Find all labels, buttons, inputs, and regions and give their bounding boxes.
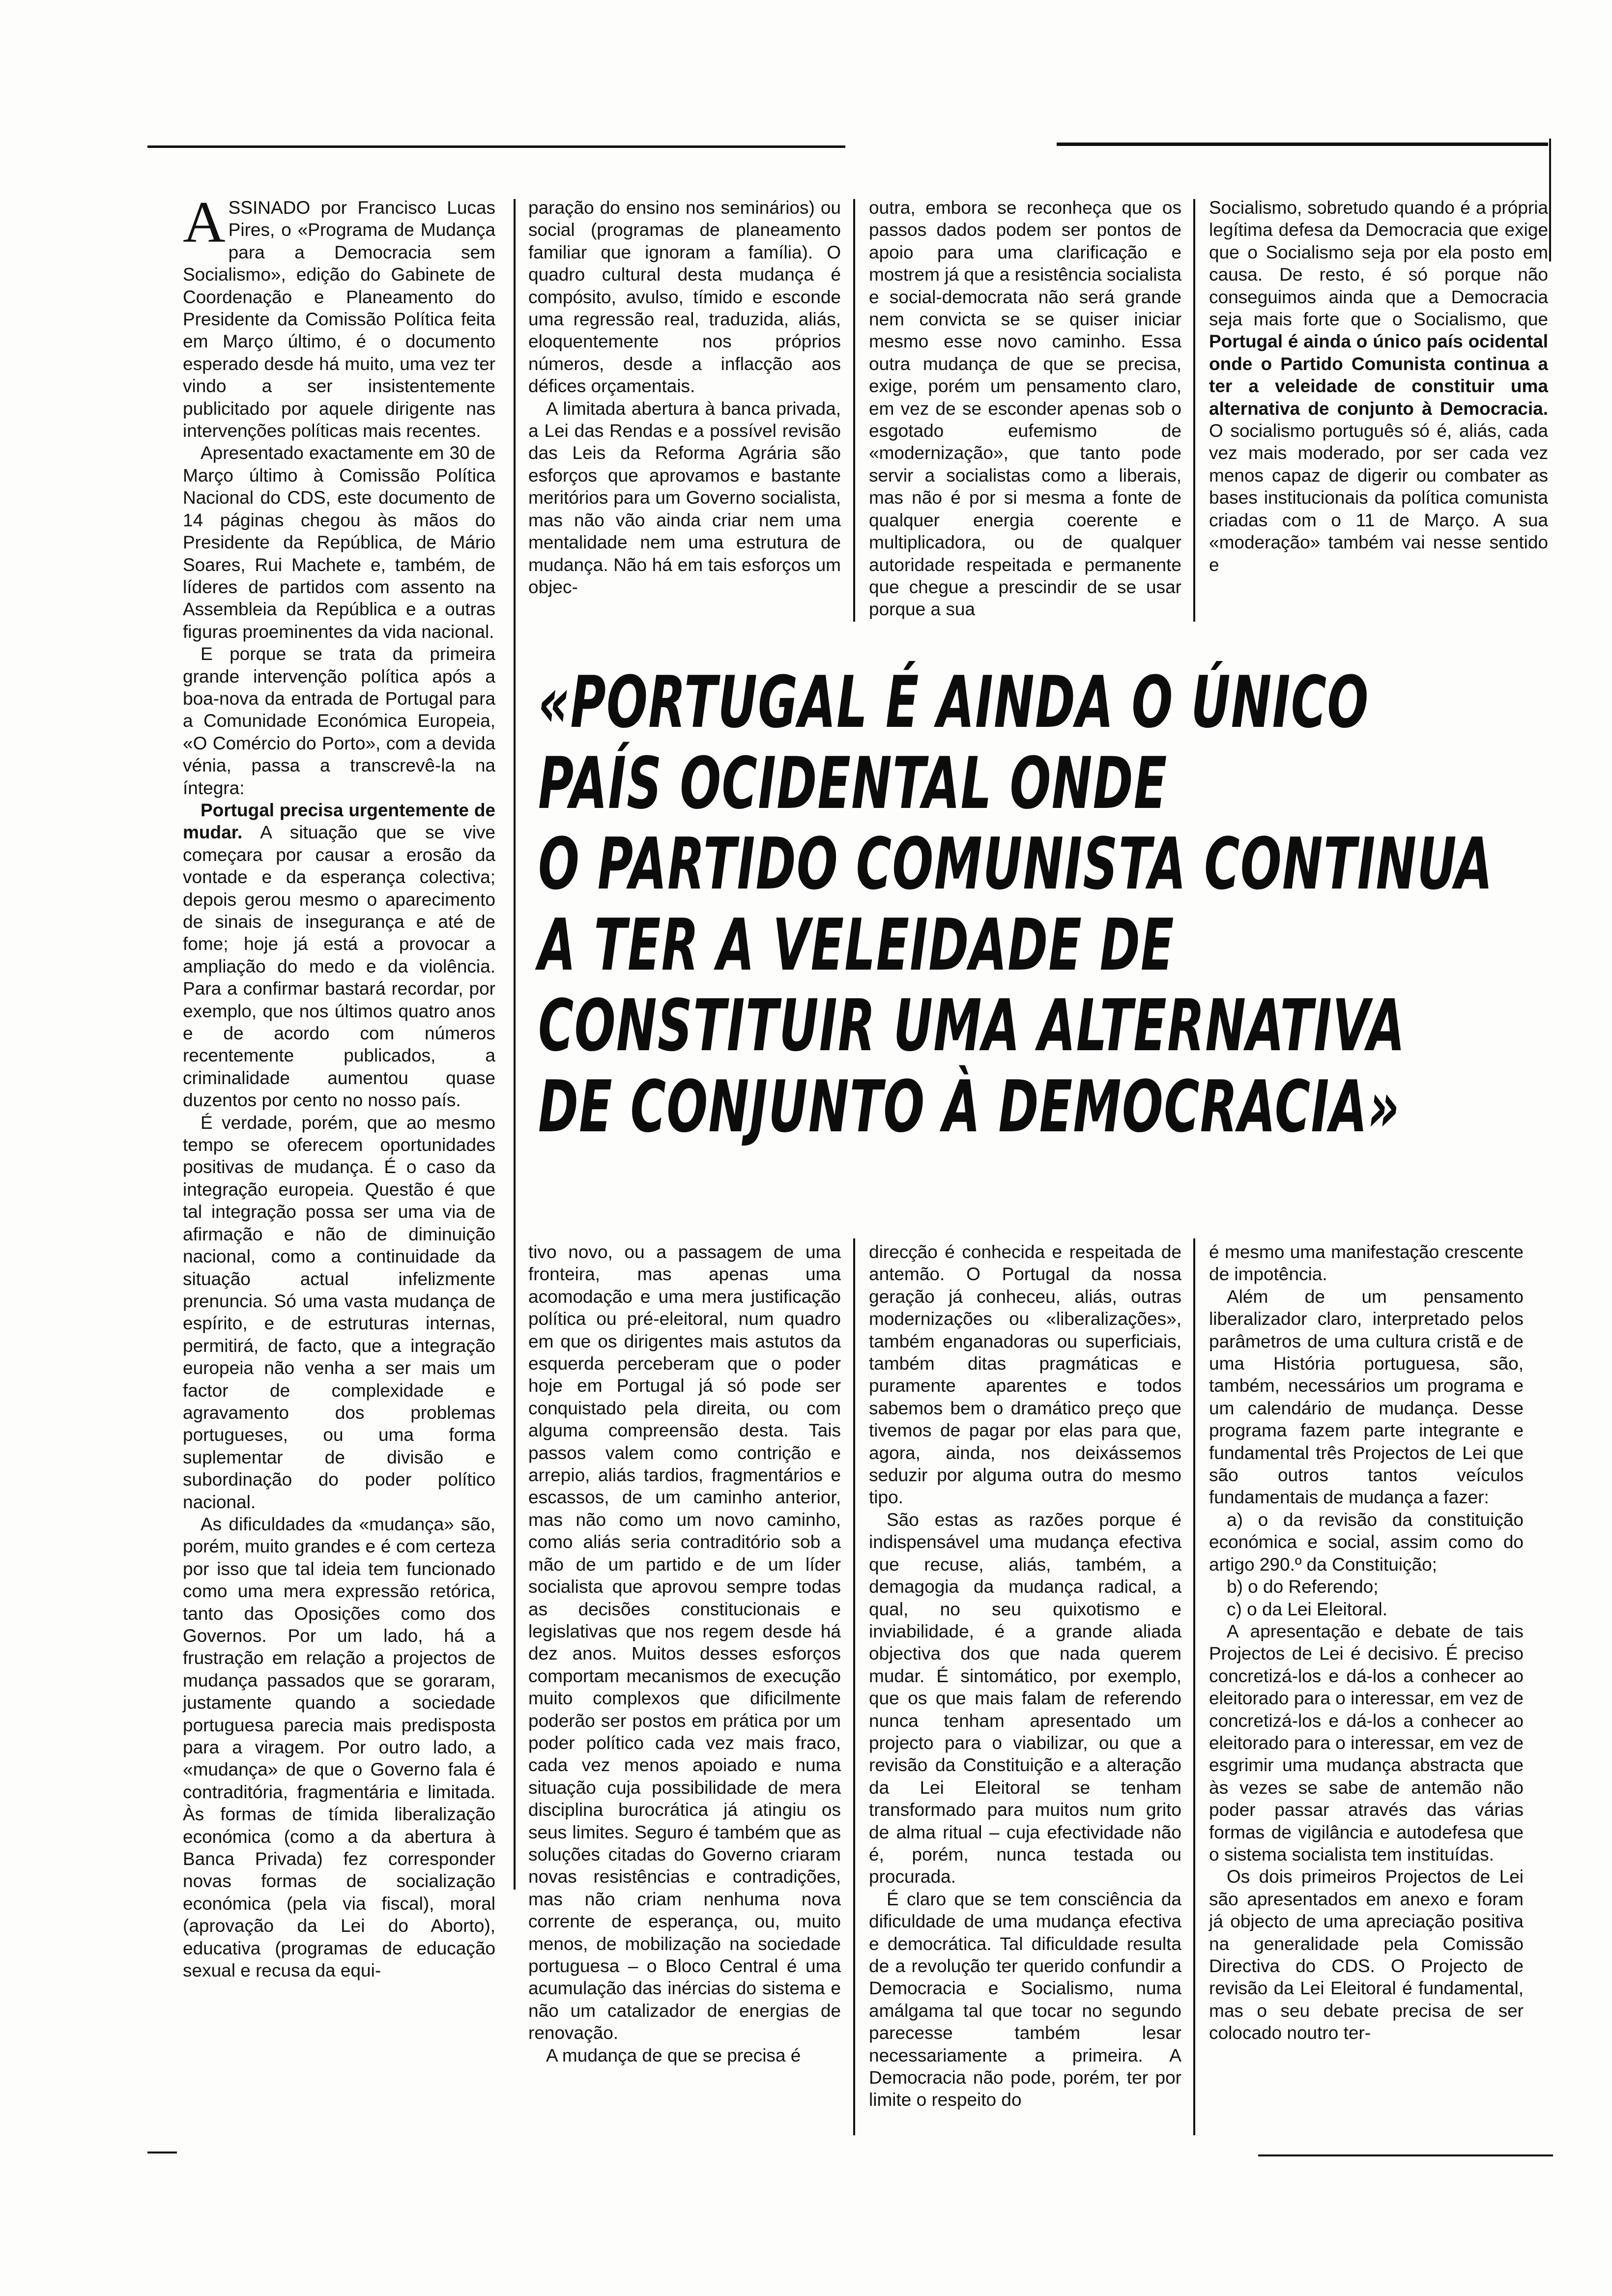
bold-lead-phrase: Portugal precisa urgentemente de mudar. xyxy=(183,800,495,843)
article-paragraph: tivo novo, ou a passagem de uma fronteira, mas apenas uma acomodação e uma mera justificação política ou pré-eleitoral, num quadro em que os dirigentes mais astutos da esquerda perceberam que o poder hoje em Portugal já só pode ser conquistado pela direita, ou com alguma compreensão desta. Tais passos valem como contrição e arrepio, aliás tardios, fragmentários e escassos, de um caminho anterior, mas não como um novo caminho, como aliás seria contraditório sob a mão de um partido e de um líder socialista que aprovou sempre todas as decisões constitucionais e legislativas que nos regem desde há dez anos. Muitos desses esforços comportam mecanismos de execução muito complexos que dificilmente poderão ser postos em prática por um poder político cada vez mais fraco, cada vez menos apoiado e numa situação cuja possibilidade de mera disciplina burocrática já atingiu os seus limites. Seguro é também que as soluções citadas do Governo criaram novas resistências e contradições, mas não criam nenhuma nova corrente de esperança, ou, muito menos, de mobilização na sociedade portuguesa – o Bloco Central é uma acumulação das inércias do sistema e não um catalizador de energias de renovação. xyxy=(528,1242,841,2043)
headline-line: A TER A VELEIDADE DE xyxy=(538,903,1175,987)
article-column-3-bottom xyxy=(869,1241,1181,2111)
article-column-4-bottom xyxy=(1209,1241,1524,2044)
column-divider xyxy=(514,199,516,1890)
article-column-2-top xyxy=(528,197,841,598)
list-item: a) o da revisão da constituição económica e social, assim como do artigo 290.º da Constituição; xyxy=(1209,1509,1524,1575)
list-item: c) o da Lei Eleitoral. xyxy=(1227,1599,1388,1619)
article-paragraph: São estas as razões porque é indispensável uma mudança efectiva que recuse, aliás, também, a demagogia da mudança radical, a qual, no seu quixotismo e inviabilidade, é a grande aliada objectiva dos que nada querem mudar. É sintomático, por exemplo, que os que mais falam de referendo nunca tenham apresentado um projecto para o viabilizar, ou que a revisão da Constituição e a alteração da Lei Eleitoral se tenham transformado para muitos num grito de alma ritual – cuja efectividade não é, porém, nunca testada ou procurada. xyxy=(869,1509,1181,1887)
article-paragraph: outra, embora se reconheça que os passos dados podem ser pontos de apoio para uma clarificação e mostrem já que a resistência socialista e social-democrata não será grande nem convicta se se quiser iniciar mesmo esse novo caminho. Essa outra mudança de que se precisa, exige, porém um pensamento claro, em vez de se esconder apenas sob o esgotado eufemismo de «modernização», que tanto pode servir a socialistas como a liberais, mas não é por si mesma a fonte de qualquer energia coerente e multiplicadora, ou de qualquer autoridade respeitada e permanente que chegue a prescindir de se usar porque a sua xyxy=(869,198,1181,620)
article-paragraph: Portugal precisa urgentemente de mudar. A situação que se vive começara por causar a erosão da vontade e da esperança colectiva; depois gerou mesmo o aparecimento de sinais de insegurança e até de fome; hoje já está a provocar a ampliação do medo e da violência. Para a confirmar bastará recordar, por exemplo, que nos últimos quatro anos e de acordo com números recentemente publicados, a criminalidade aumentou quase duzentos por cento no nosso país. xyxy=(183,800,495,1111)
top-rule-left xyxy=(147,145,845,148)
bottom-rule-left xyxy=(147,2152,177,2153)
article-column-4-top xyxy=(1209,197,1548,576)
bold-quote-phrase: Portugal é ainda o único país ocidental onde o Partido Comunista continua a ter a veleidade de constituir uma alternativa de conjunto à Democracia. xyxy=(1209,331,1548,419)
bottom-rule-right xyxy=(1258,2154,1553,2156)
article-column-3-top xyxy=(869,197,1181,621)
article-paragraph: É verdade, porém, que ao mesmo tempo se oferecem oportunidades positivas de mudança. É o caso da integração europeia. Questão é que tal integração possa ser uma via de afirmação e não de diminuição nacional, como a continuidade da situação actual infelizmente prenuncia. Só uma vasta mudança de espírito, e de estruturas internas, permitirá, de facto, que a integração europeia não venha a ser mais um factor de complexidade e agravamento dos problemas portugueses, ou uma forma suplementar de divisão e subordinação do poder político nacional. xyxy=(183,1112,495,1512)
article-paragraph: E porque se trata da primeira grande intervenção política após a boa-nova da entrada de Portugal para a Comunidade Económica Europeia, «O Comércio do Porto», com a devida vénia, passa a transcrevê-la na íntegra: xyxy=(183,644,495,798)
article-paragraph: Apresentado exactamente em 30 de Março último à Comissão Política Nacional do CDS, este documento de 14 páginas chegou às mãos do Presidente da República, de Mário Soares, Rui Machete e, também, de líderes de partidos com assento na Assembleia da República e a outras figuras proeminentes da vida nacional. xyxy=(183,443,495,642)
article-paragraph: É claro que se tem consciência da dificuldade de uma mudança efectiva e democrática. Tal dificuldade resulta de a revolução ter querido confundir a Democracia e Socialismo, numa amálgama tal que tocar no segundo parecesse também lesar necessariamente a primeira. A Democracia não pode, porém, ter por limite o respeito do xyxy=(869,1889,1181,2110)
headline-line: PAÍS OCIDENTAL ONDE xyxy=(538,742,1168,825)
article-paragraph: paração do ensino nos seminários) ou social (programas de planeamento familiar que ignoram a família). O quadro cultural desta mudança é compósito, avulso, tímido e esconde uma regressão real, traduzida, aliás, eloquentemente nos próprios números, desde a inflacção aos défices orçamentais. xyxy=(528,198,841,397)
headline-line: «PORTUGAL É AINDA O ÚNICO xyxy=(538,661,1369,744)
column-divider xyxy=(853,199,855,622)
article-paragraph: Socialismo, sobretudo quando é a própria legítima defesa da Democracia que exige que o Socialismo seja por ela posto em causa. De resto, é só porque não conseguimos ainda que a Democracia seja mais forte que o Socialismo, que Portugal é ainda o único país ocidental onde o Partido Comunista continua a ter a veleidade de constituir uma alternativa de conjunto à Democracia. O socialismo português só é, aliás, cada vez mais moderado, por ser cada vez menos capaz de digerir ou combater as bases institucionais da política comunista criadas com o 11 de Março. A sua «moderação» também vai nesse sentido e xyxy=(1209,198,1548,575)
article-column-2-bottom xyxy=(528,1241,841,2066)
headline-line: O PARTIDO COMUNISTA CONTINUA xyxy=(538,823,1494,906)
headline-line: CONSTITUIR UMA ALTERNATIVA xyxy=(538,984,1406,1067)
list-item: b) o do Referendo; xyxy=(1227,1577,1379,1597)
column-divider xyxy=(1193,199,1195,622)
pull-quote-headline xyxy=(538,661,1494,1148)
right-edge-rule xyxy=(1549,139,1551,261)
article-paragraph: direcção é conhecida e respeitada de antemão. O Portugal da nossa geração já conheceu, aliás, outras modernizações ou «liberalizações», também enganadoras ou superficiais, também ditas pragmáticas e puramente aparentes e todos sabemos bem o dramático preço que tivemos de pagar por elas para que, agora, ainda, nos deixássemos seduzir por alguma outra do mesmo tipo. xyxy=(869,1242,1181,1508)
article-paragraph: A mudança de que se precisa é xyxy=(546,2045,801,2066)
headline-line: DE CONJUNTO À DEMOCRACIA» xyxy=(538,1065,1400,1148)
article-paragraph: Além de um pensamento liberalizador claro, interpretado pelos parâmetros de uma cultura cristã e de uma História portuguesa, são, também, necessários um programa e um calendário de mudança. Desse programa fazem parte integrante e fundamental três Projectos de Lei que são outros tantos veículos fundamentais de mudança a fazer: xyxy=(1209,1286,1524,1508)
article-paragraph: é mesmo uma manifestação crescente de impotência. xyxy=(1209,1242,1524,1285)
column-divider xyxy=(853,1238,855,2135)
article-paragraph: A limitada abertura à banca privada, a Lei das Rendas e a possível revisão das Leis da Reforma Agrária são esforços que aprovamos e bastante meritórios para um Governo socialista, mas não vão ainda criar nem uma mentalidade nem uma estrutura de mudança. Não há em tais esforços um objec- xyxy=(528,398,841,597)
drop-cap: A xyxy=(183,189,226,255)
article-paragraph: As dificuldades da «mudança» são, porém, muito grandes e é com certeza por isso que tal ideia tem funcionado como uma mera expressão retórica, tanto das Oposições como dos Governos. Por um lado, há a frustração em relação a projectos de mudança passados que se goraram, justamente quando a sociedade portuguesa parecia mais predisposta para a viragem. Por outro lado, a «mudança» de que o Governo fala é contraditória, fragmentária e limitada. Às formas de tímida liberalização económica (como a da abertura à Banca Privada) fez corresponder novas formas de socialização económica (pela via fiscal), moral (aprovação da Lei do Aborto), educativa (programas de educação sexual e recusa da equi- xyxy=(183,1514,495,1981)
article-paragraph: A apresentação e debate de tais Projectos de Lei é decisivo. É preciso concretizá-los e dá-los a conhecer ao eleitorado para o interessar, em vez de concretizá-los e dá-los a conhecer ao eleitorado para o interessar, em vez de esgrimir uma mudança abstracta que às vezes se sabe de antemão não poder passar através das várias formas de vigilância e autodefesa que o sistema socialista tem instituídas. xyxy=(1209,1621,1524,1865)
article-column-1 xyxy=(183,189,495,1982)
column-divider xyxy=(1193,1238,1195,2135)
article-paragraph: Os dois primeiros Projectos de Lei são apresentados em anexo e foram já objecto de uma apreciação positiva na generalidade pela Comissão Directiva do CDS. O Projecto de revisão da Lei Eleitoral é fundamental, mas o seu debate precisa de ser colocado noutro ter- xyxy=(1209,1866,1524,2043)
top-rule-right xyxy=(1057,143,1548,146)
article-lead-paragraph: ASSINADO por Francisco Lucas Pires, o «Programa de Mudança para a Democracia sem Socialismo», edição do Gabinete de Coordenação e Planeamento do Presidente da Comissão Política feita em Março último, é o documento esperado desde há muito, uma vez ter vindo a ser insistentemente publicitado por aquele dirigente nas intervenções políticas mais recentes. xyxy=(183,189,495,441)
